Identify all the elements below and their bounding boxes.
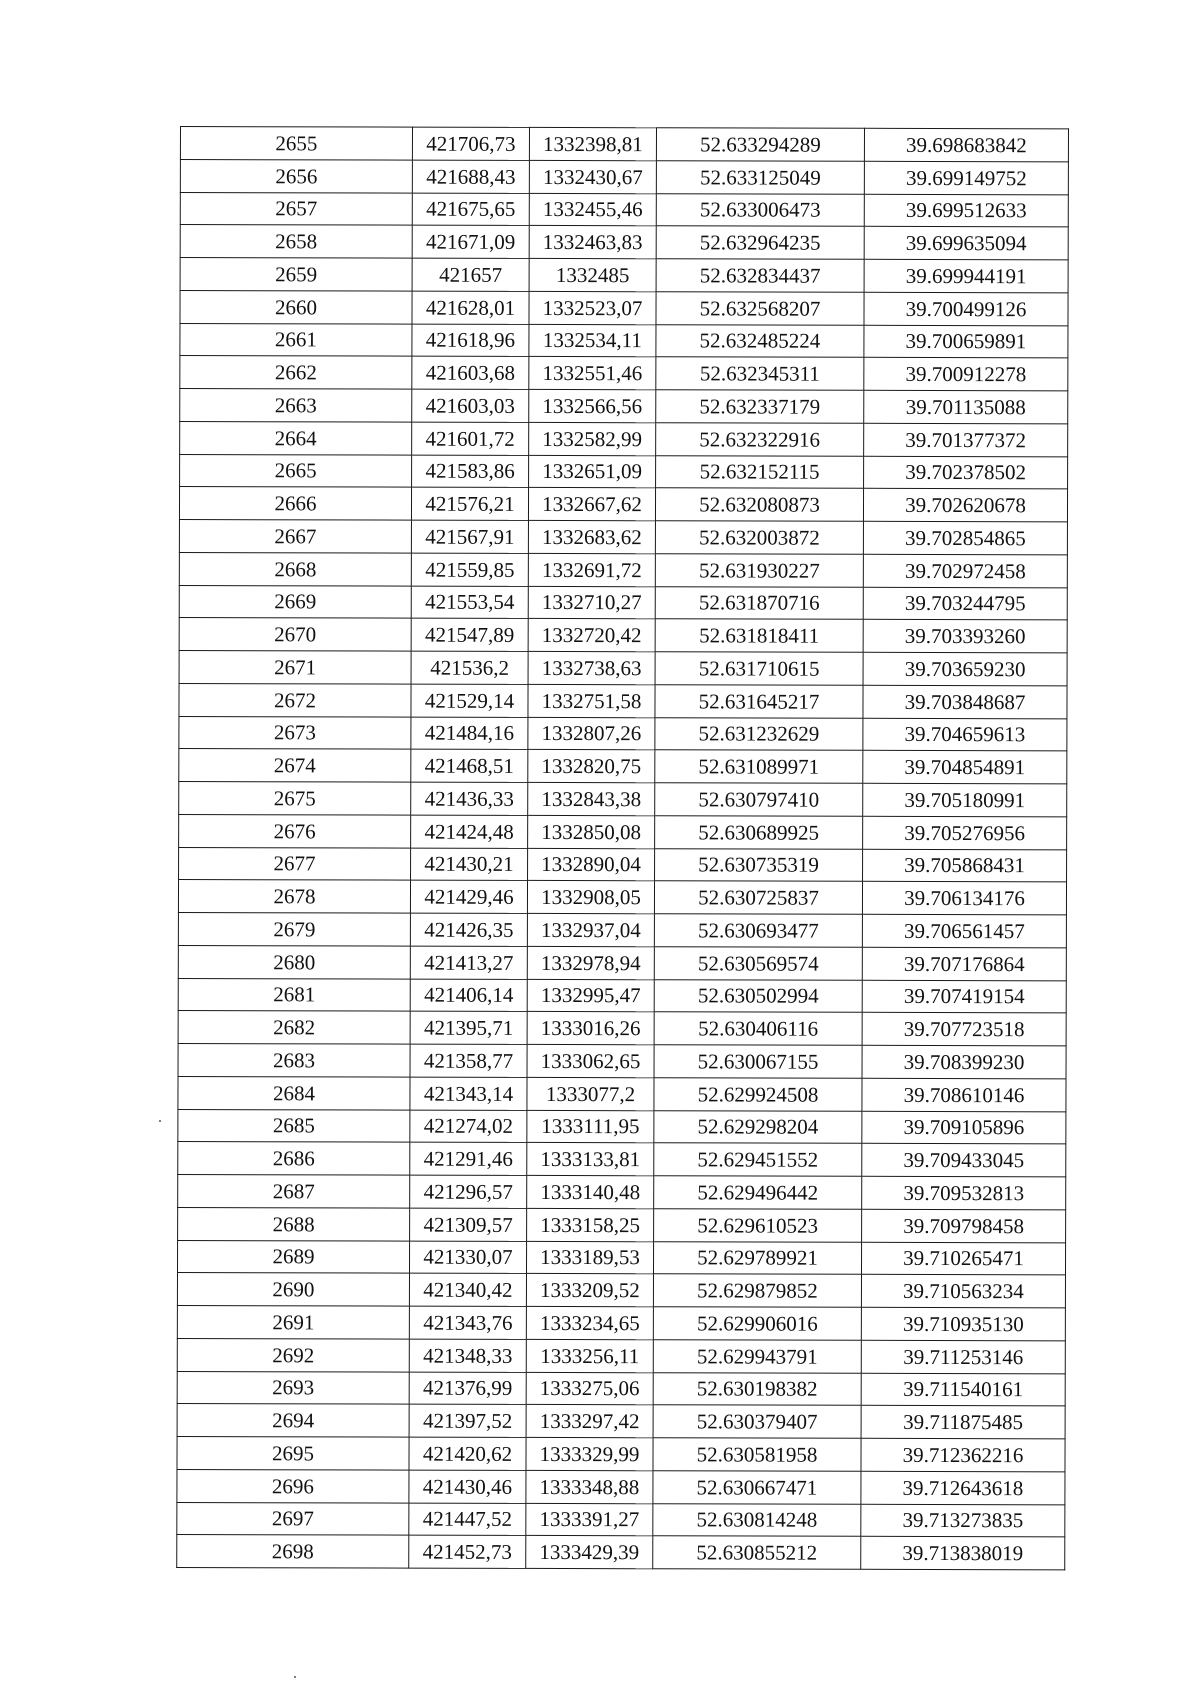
table-row [178,912,1066,947]
x-coordinate-cell: 421628,01 [412,291,529,324]
y-coordinate-cell: 1332978,94 [527,946,654,979]
longitude-cell: 39.711540161 [861,1373,1065,1406]
point-number-cell: 2698 [177,1535,409,1568]
longitude-cell: 39.703393260 [863,620,1067,653]
y-coordinate-cell: 1332582,99 [529,422,656,455]
point-number-cell: 2689 [177,1240,409,1273]
point-number-cell: 2658 [180,225,412,258]
x-coordinate-cell: 421553,54 [411,586,528,619]
table-row [179,781,1067,816]
x-coordinate-cell: 421343,14 [410,1077,527,1110]
point-number-cell: 2677 [179,847,411,880]
x-coordinate-cell: 421429,46 [410,880,527,913]
point-number-cell: 2669 [179,585,411,618]
point-number-cell: 2697 [177,1502,409,1535]
table-row [180,323,1068,358]
point-number-cell: 2668 [179,552,411,585]
x-coordinate-cell: 421567,91 [411,520,528,553]
x-coordinate-cell: 421447,52 [409,1503,526,1536]
y-coordinate-cell: 1332937,04 [527,913,654,946]
x-coordinate-cell: 421618,96 [412,324,529,357]
latitude-cell: 52.630855212 [653,1536,861,1569]
table-row [179,487,1067,522]
table-row [178,1109,1066,1144]
table-row [177,1502,1065,1537]
latitude-cell: 52.630067155 [654,1045,862,1078]
point-number-cell: 2655 [180,127,412,160]
y-coordinate-cell: 1333234,65 [526,1306,653,1339]
y-coordinate-cell: 1332667,62 [528,488,655,521]
longitude-cell: 39.700499126 [864,292,1068,325]
y-coordinate-cell: 1332455,46 [529,193,656,226]
point-number-cell: 2684 [178,1076,410,1109]
latitude-cell: 52.631232629 [655,717,863,750]
table-row [178,1076,1066,1111]
point-number-cell: 2673 [179,716,411,749]
y-coordinate-cell: 1332551,46 [529,357,656,390]
latitude-cell: 52.630725837 [654,881,862,914]
table-row [179,683,1067,718]
x-coordinate-cell: 421601,72 [412,422,529,455]
table-row [177,1305,1065,1340]
y-coordinate-cell: 1332807,26 [528,717,655,750]
longitude-cell: 39.713838019 [861,1537,1065,1570]
table-row [179,519,1067,554]
x-coordinate-cell: 421671,09 [412,225,529,258]
longitude-cell: 39.711253146 [861,1340,1065,1373]
x-coordinate-cell: 421675,65 [412,193,529,226]
latitude-cell: 52.630735319 [655,848,863,881]
point-number-cell: 2688 [178,1207,410,1240]
longitude-cell: 39.711875485 [861,1406,1065,1439]
latitude-cell: 52.632485224 [656,324,864,357]
x-coordinate-cell: 421706,73 [412,127,529,160]
x-coordinate-cell: 421296,57 [410,1175,527,1208]
y-coordinate-cell: 1332523,07 [529,291,656,324]
point-number-cell: 2676 [179,814,411,847]
y-coordinate-cell: 1333133,81 [527,1143,654,1176]
table-row [180,389,1068,424]
table-row [179,618,1067,653]
y-coordinate-cell: 1332720,42 [528,619,655,652]
x-coordinate-cell: 421436,33 [411,782,528,815]
longitude-cell: 39.705868431 [863,849,1067,882]
table-row [179,650,1067,685]
point-number-cell: 2666 [179,487,411,520]
y-coordinate-cell: 1332485 [529,258,656,291]
y-coordinate-cell: 1333429,39 [526,1536,653,1569]
longitude-cell: 39.699944191 [864,259,1068,292]
longitude-cell: 39.712643618 [861,1471,1065,1504]
y-coordinate-cell: 1332820,75 [528,750,655,783]
y-coordinate-cell: 1333077,2 [527,1077,654,1110]
point-number-cell: 2670 [179,618,411,651]
table-row [180,258,1068,293]
longitude-cell: 39.710265471 [861,1242,1065,1275]
scan-speck [294,1676,296,1678]
table-row [177,1404,1065,1439]
point-number-cell: 2685 [178,1109,410,1142]
latitude-cell: 52.630569574 [654,946,862,979]
longitude-cell: 39.712362216 [861,1438,1065,1471]
x-coordinate-cell: 421340,42 [409,1273,526,1306]
latitude-cell: 52.632322916 [656,422,864,455]
point-number-cell: 2667 [179,519,411,552]
point-number-cell: 2691 [177,1305,409,1338]
table-row [178,1207,1066,1242]
x-coordinate-cell: 421343,76 [409,1306,526,1339]
y-coordinate-cell: 1333209,52 [526,1274,653,1307]
latitude-cell: 52.629496442 [654,1176,862,1209]
longitude-cell: 39.701377372 [864,423,1068,456]
y-coordinate-cell: 1332890,04 [528,848,655,881]
table-row [178,1142,1066,1177]
latitude-cell: 52.630198382 [653,1372,861,1405]
table-row [177,1240,1065,1275]
y-coordinate-cell: 1332738,63 [528,651,655,684]
longitude-cell: 39.700659891 [864,325,1068,358]
latitude-cell: 52.629451552 [654,1143,862,1176]
longitude-cell: 39.707419154 [862,980,1066,1013]
table-row [180,290,1068,325]
latitude-cell: 52.631818411 [655,619,863,652]
longitude-cell: 39.709105896 [862,1111,1066,1144]
table-row [180,127,1068,162]
point-number-cell: 2694 [177,1404,409,1437]
point-number-cell: 2657 [180,192,412,225]
x-coordinate-cell: 421688,43 [412,160,529,193]
y-coordinate-cell: 1332534,11 [529,324,656,357]
point-number-cell: 2665 [180,454,412,487]
y-coordinate-cell: 1332751,58 [528,684,655,717]
longitude-cell: 39.701135088 [864,390,1068,423]
y-coordinate-cell: 1332566,56 [529,389,656,422]
y-coordinate-cell: 1332691,72 [528,553,655,586]
coordinates-table [176,126,1069,1570]
table-row [177,1535,1065,1570]
y-coordinate-cell: 1332683,62 [528,520,655,553]
latitude-cell: 52.630581958 [653,1438,861,1471]
x-coordinate-cell: 421424,48 [411,815,528,848]
point-number-cell: 2683 [178,1043,410,1076]
longitude-cell: 39.705180991 [863,783,1067,816]
latitude-cell: 52.632003872 [655,521,863,554]
latitude-cell: 52.630814248 [653,1503,861,1536]
y-coordinate-cell: 1333111,95 [527,1110,654,1143]
latitude-cell: 52.631870716 [655,586,863,619]
y-coordinate-cell: 1333297,42 [526,1405,653,1438]
y-coordinate-cell: 1333256,11 [526,1339,653,1372]
x-coordinate-cell: 421397,52 [409,1404,526,1437]
x-coordinate-cell: 421576,21 [411,487,528,520]
x-coordinate-cell: 421413,27 [410,946,527,979]
x-coordinate-cell: 421583,86 [412,455,529,488]
latitude-cell: 52.632345311 [656,357,864,390]
x-coordinate-cell: 421603,68 [412,356,529,389]
longitude-cell: 39.708399230 [862,1045,1066,1078]
longitude-cell: 39.699512633 [864,194,1068,227]
longitude-cell: 39.706134176 [862,882,1066,915]
point-number-cell: 2693 [177,1371,409,1404]
latitude-cell: 52.632152115 [656,455,864,488]
latitude-cell: 52.630667471 [653,1470,861,1503]
x-coordinate-cell: 421358,77 [410,1044,527,1077]
longitude-cell: 39.703244795 [863,587,1067,620]
coordinates-table-body [177,127,1069,1570]
table-row [180,454,1068,489]
point-number-cell: 2674 [179,749,411,782]
table-row [180,356,1068,391]
table-row [178,880,1066,915]
x-coordinate-cell: 421426,35 [410,913,527,946]
table-row [178,1174,1066,1209]
longitude-cell: 39.702972458 [863,554,1067,587]
longitude-cell: 39.704659613 [863,718,1067,751]
x-coordinate-cell: 421274,02 [410,1110,527,1143]
latitude-cell: 52.630379407 [653,1405,861,1438]
longitude-cell: 39.713273835 [861,1504,1065,1537]
longitude-cell: 39.699149752 [864,161,1068,194]
y-coordinate-cell: 1332995,47 [527,979,654,1012]
table-row [180,421,1068,456]
latitude-cell: 52.630797410 [655,783,863,816]
y-coordinate-cell: 1333158,25 [527,1208,654,1241]
latitude-cell: 52.629298204 [654,1110,862,1143]
latitude-cell: 52.632964235 [656,226,864,259]
y-coordinate-cell: 1333140,48 [527,1175,654,1208]
point-number-cell: 2664 [180,421,412,454]
table-row [179,585,1067,620]
x-coordinate-cell: 421309,57 [410,1208,527,1241]
latitude-cell: 52.629789921 [653,1241,861,1274]
point-number-cell: 2671 [179,650,411,683]
longitude-cell: 39.702620678 [863,489,1067,522]
table-row [177,1436,1065,1471]
y-coordinate-cell: 1332651,09 [529,455,656,488]
point-number-cell: 2696 [177,1469,409,1502]
latitude-cell: 52.632568207 [656,291,864,324]
point-number-cell: 2672 [179,683,411,716]
point-number-cell: 2663 [180,389,412,422]
y-coordinate-cell: 1333348,88 [526,1470,653,1503]
point-number-cell: 2660 [180,290,412,323]
longitude-cell: 39.698683842 [864,128,1068,161]
y-coordinate-cell: 1332908,05 [527,881,654,914]
longitude-cell: 39.709532813 [862,1176,1066,1209]
y-coordinate-cell: 1332463,83 [529,226,656,259]
longitude-cell: 39.703659230 [863,652,1067,685]
longitude-cell: 39.705276956 [863,816,1067,849]
point-number-cell: 2656 [180,159,412,192]
latitude-cell: 52.631089971 [655,750,863,783]
y-coordinate-cell: 1332850,08 [528,815,655,848]
table-row [179,716,1067,751]
longitude-cell: 39.710563234 [861,1275,1065,1308]
latitude-cell: 52.629610523 [654,1208,862,1241]
table-row [177,1338,1065,1373]
longitude-cell: 39.709433045 [862,1144,1066,1177]
longitude-cell: 39.708610146 [862,1078,1066,1111]
latitude-cell: 52.629879852 [653,1274,861,1307]
x-coordinate-cell: 421657 [412,258,529,291]
longitude-cell: 39.709798458 [862,1209,1066,1242]
point-number-cell: 2687 [178,1174,410,1207]
latitude-cell: 52.630406116 [654,1012,862,1045]
table-row [177,1273,1065,1308]
table-row [177,1371,1065,1406]
latitude-cell: 52.631710615 [655,652,863,685]
point-number-cell: 2679 [178,912,410,945]
table-row [177,1469,1065,1504]
x-coordinate-cell: 421406,14 [410,979,527,1012]
table-row [178,1043,1066,1078]
x-coordinate-cell: 421330,07 [409,1241,526,1274]
y-coordinate-cell: 1333275,06 [526,1372,653,1405]
longitude-cell: 39.702378502 [864,456,1068,489]
latitude-cell: 52.632080873 [655,488,863,521]
x-coordinate-cell: 421430,21 [411,848,528,881]
latitude-cell: 52.630693477 [654,914,862,947]
latitude-cell: 52.633006473 [656,193,864,226]
x-coordinate-cell: 421547,89 [411,618,528,651]
longitude-cell: 39.706561457 [862,914,1066,947]
table-row [180,192,1068,227]
latitude-cell: 52.629906016 [653,1307,861,1340]
point-number-cell: 2662 [180,356,412,389]
table-row [178,978,1066,1013]
point-number-cell: 2681 [178,978,410,1011]
x-coordinate-cell: 421376,99 [409,1372,526,1405]
y-coordinate-cell: 1332843,38 [528,782,655,815]
latitude-cell: 52.633125049 [656,160,864,193]
longitude-cell: 39.710935130 [861,1307,1065,1340]
point-number-cell: 2690 [177,1273,409,1306]
point-number-cell: 2678 [178,880,410,913]
x-coordinate-cell: 421484,16 [411,717,528,750]
table-row [179,814,1067,849]
latitude-cell: 52.631645217 [655,684,863,717]
latitude-cell: 52.632337179 [656,390,864,423]
table-row [178,1011,1066,1046]
x-coordinate-cell: 421420,62 [409,1437,526,1470]
x-coordinate-cell: 421430,46 [409,1470,526,1503]
x-coordinate-cell: 421291,46 [410,1142,527,1175]
longitude-cell: 39.707176864 [862,947,1066,980]
y-coordinate-cell: 1332710,27 [528,586,655,619]
x-coordinate-cell: 421468,51 [411,749,528,782]
x-coordinate-cell: 421603,03 [412,389,529,422]
y-coordinate-cell: 1333062,65 [527,1044,654,1077]
latitude-cell: 52.633294289 [656,128,864,161]
table-row [180,159,1068,194]
latitude-cell: 52.629943791 [653,1339,861,1372]
y-coordinate-cell: 1333329,99 [526,1437,653,1470]
x-coordinate-cell: 421529,14 [411,684,528,717]
point-number-cell: 2661 [180,323,412,356]
x-coordinate-cell: 421452,73 [409,1535,526,1568]
table-row [179,847,1067,882]
point-number-cell: 2692 [177,1338,409,1371]
latitude-cell: 52.630689925 [655,815,863,848]
x-coordinate-cell: 421395,71 [410,1011,527,1044]
point-number-cell: 2695 [177,1436,409,1469]
longitude-cell: 39.702854865 [863,521,1067,554]
x-coordinate-cell: 421559,85 [411,553,528,586]
longitude-cell: 39.707723518 [862,1013,1066,1046]
point-number-cell: 2682 [178,1011,410,1044]
longitude-cell: 39.704854891 [863,751,1067,784]
table-row [180,225,1068,260]
y-coordinate-cell: 1333189,53 [526,1241,653,1274]
point-number-cell: 2659 [180,258,412,291]
latitude-cell: 52.631930227 [655,553,863,586]
longitude-cell: 39.699635094 [864,227,1068,260]
scan-speck [159,1120,161,1122]
latitude-cell: 52.630502994 [654,979,862,1012]
latitude-cell: 52.632834437 [656,259,864,292]
point-number-cell: 2675 [179,781,411,814]
longitude-cell: 39.703848687 [863,685,1067,718]
point-number-cell: 2686 [178,1142,410,1175]
latitude-cell: 52.629924508 [654,1077,862,1110]
y-coordinate-cell: 1333391,27 [526,1503,653,1536]
x-coordinate-cell: 421348,33 [409,1339,526,1372]
y-coordinate-cell: 1332398,81 [529,127,656,160]
table-row [178,945,1066,980]
point-number-cell: 2680 [178,945,410,978]
y-coordinate-cell: 1332430,67 [529,160,656,193]
table-row [179,749,1067,784]
table-row [179,552,1067,587]
y-coordinate-cell: 1333016,26 [527,1012,654,1045]
longitude-cell: 39.700912278 [864,358,1068,391]
x-coordinate-cell: 421536,2 [411,651,528,684]
